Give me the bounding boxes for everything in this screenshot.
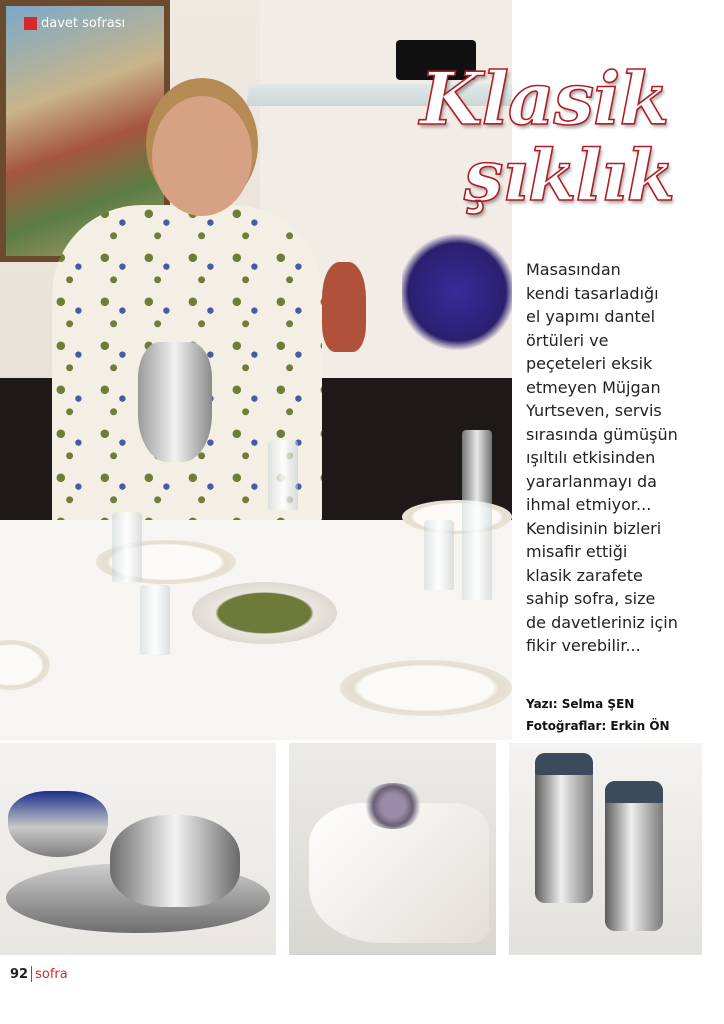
plate: [402, 500, 512, 534]
lede-line: yararlanmayı da: [526, 471, 657, 491]
wine-glass: [424, 520, 454, 590]
writer-credit: Yazı: Selma ŞEN: [526, 697, 635, 711]
photo-napkin-ring: [289, 743, 496, 955]
salt-shaker: [535, 753, 593, 903]
section-tag: [24, 16, 125, 31]
host-head: [152, 96, 252, 216]
photo-credit: Fotoğraflar: Erkin ÖN: [526, 719, 670, 733]
lede-line: el yapımı dantel: [526, 307, 656, 326]
lede-line: klasik zarafete: [526, 565, 643, 585]
photo-salt-pepper: [509, 743, 702, 955]
headline-line-2: şıklık: [464, 134, 675, 217]
lede-line: misafir ettiği: [526, 542, 628, 561]
shaker-cap: [535, 753, 593, 775]
serving-dish: [192, 582, 337, 644]
vase: [322, 262, 366, 352]
section-label: davet sofrası: [41, 16, 126, 31]
plate: [340, 660, 512, 716]
wine-glass: [268, 440, 298, 510]
silver-sugar-bowl: [110, 815, 240, 907]
lede-line: sırasında gümüşün: [526, 424, 678, 444]
lede-line: Yurtseven, servis: [526, 401, 662, 420]
silver-pitcher: [138, 342, 212, 462]
magazine-name: sofra: [35, 966, 68, 982]
pepper-shaker: [605, 781, 663, 931]
lede-line: fikir verebilir...: [526, 636, 641, 655]
lede-line: Masasından: [526, 260, 621, 279]
lede-line: Kendisinin bizleri: [526, 518, 662, 538]
page-number: 92: [10, 966, 29, 982]
lede-line: etmeyen Müjgan: [526, 377, 661, 397]
lede-paragraph: [526, 258, 716, 658]
flower-arrangement: [402, 232, 512, 352]
section-marker-icon: [24, 17, 37, 30]
photo-silver-sugar-bowl: [0, 743, 276, 955]
folio-divider: [31, 966, 32, 982]
napkin-ring: [361, 783, 425, 829]
credits: [526, 693, 670, 737]
lede-line: sahip sofra, size: [526, 589, 656, 608]
shaker-cap: [605, 781, 663, 803]
cobalt-bowl: [8, 791, 108, 857]
lede-line: örtüleri ve: [526, 330, 609, 350]
lede-line: peçeteleri eksik: [526, 354, 653, 373]
lede-line: de davetleriniz için: [526, 612, 678, 632]
headline-line-1: Klasik: [420, 56, 669, 141]
tall-glass: [462, 430, 492, 600]
page-folio: [10, 966, 68, 982]
lede-line: ışıltılı etkisinden: [526, 448, 656, 467]
lede-line: ihmal etmiyor...: [526, 495, 652, 514]
wine-glass: [140, 585, 170, 655]
lede-line: kendi tasarladığı: [526, 283, 659, 303]
wine-glass: [112, 512, 142, 582]
